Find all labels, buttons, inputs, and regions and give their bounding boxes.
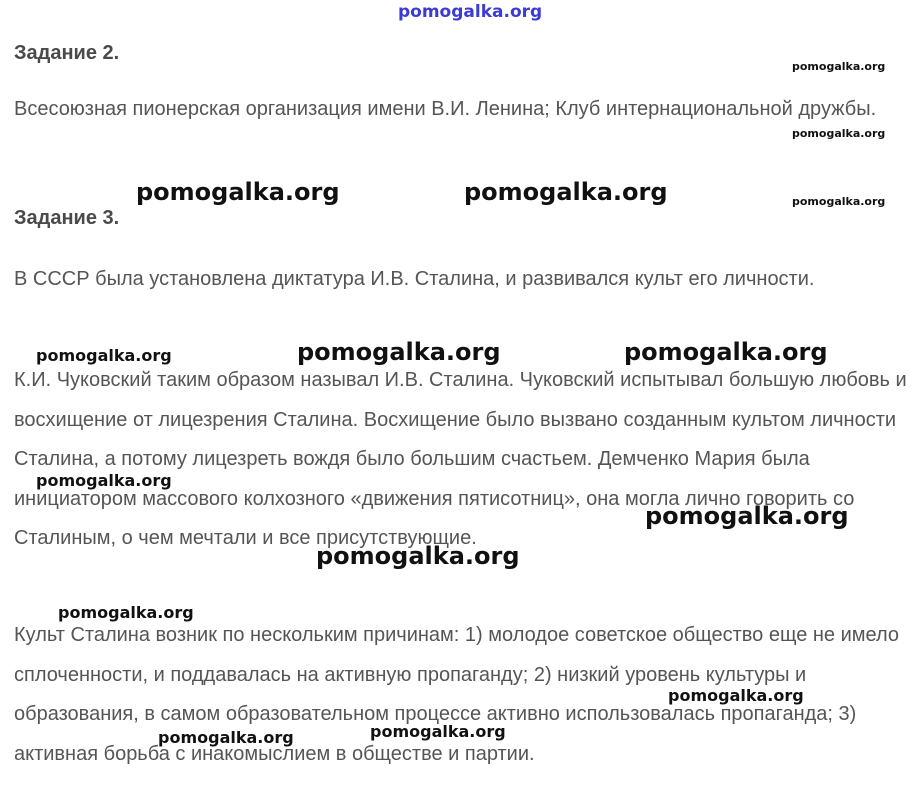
- watermark: pomogalka.org: [316, 542, 520, 570]
- task2-heading: Задание 2.: [14, 42, 120, 64]
- watermark: pomogalka.org: [464, 178, 668, 206]
- task3-paragraph-1: В СССР была установлена диктатура И.В. Сталина, и развивался культ его личности.: [14, 268, 815, 290]
- watermark: pomogalka.org: [668, 686, 804, 705]
- watermark: pomogalka.org: [624, 338, 828, 366]
- watermark: pomogalka.org: [36, 471, 172, 490]
- task3-paragraph-2: К.И. Чуковский таким образом называл И.В. Сталина. Чуковский испытывал большую любовь и восхищение от лицезрения Сталина. Восхищение было вызвано созданным культом личности Сталина, а потому лицезреть вождя было большим счастьем. Демченко Мария была инициатором массового колхозного «движения пятисотниц», она могла лично говорить со Сталиным, о чем мечтали и все присутствующие.: [14, 369, 907, 549]
- watermark: pomogalka.org: [297, 338, 501, 366]
- task3-heading: Задание 3.: [14, 207, 120, 229]
- watermark: pomogalka.org: [792, 60, 886, 73]
- site-logo: pomogalka.org: [398, 2, 543, 22]
- watermark: pomogalka.org: [792, 127, 886, 140]
- watermark: pomogalka.org: [158, 728, 294, 747]
- task3-paragraph-3: Культ Сталина возник по нескольким причинам: 1) молодое советское общество еще не имело сплоченности, и поддавалась на активную пропаганду; 2) низкий уровень культуры и образования, в самом образовательном процессе активно использовалась пропаганда; 3) активная борьба с инакомыслием в обществе и партии.: [14, 624, 899, 765]
- watermark: pomogalka.org: [58, 603, 194, 622]
- task2-text: Всесоюзная пионерская организация имени В.И. Ленина; Клуб интернациональной дружбы.: [14, 98, 877, 120]
- watermark: pomogalka.org: [645, 502, 849, 530]
- watermark: pomogalka.org: [36, 346, 172, 365]
- watermark: pomogalka.org: [370, 722, 506, 741]
- watermark: pomogalka.org: [136, 178, 340, 206]
- watermark: pomogalka.org: [792, 195, 886, 208]
